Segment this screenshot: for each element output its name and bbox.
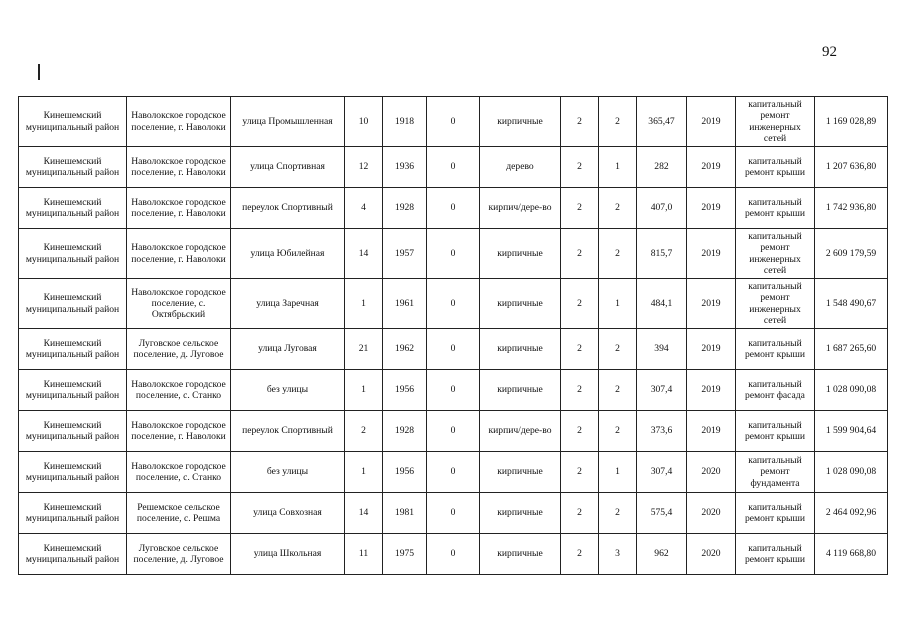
- cell-street: улица Совхозная: [231, 493, 345, 534]
- cell-floors: 2: [561, 411, 599, 452]
- cell-repair-year: 2019: [687, 229, 736, 279]
- cell-wall-material: кирпичные: [480, 370, 561, 411]
- cell-entrances: 1: [599, 452, 637, 493]
- cell-col6: 0: [427, 147, 480, 188]
- cell-district: Кинешемский муниципальный район: [19, 229, 127, 279]
- cell-district: Кинешемский муниципальный район: [19, 329, 127, 370]
- cell-year-built: 1981: [383, 493, 427, 534]
- cell-entrances: 2: [599, 97, 637, 147]
- cell-cost: 2 464 092,96: [815, 493, 888, 534]
- cell-repair-year: 2019: [687, 147, 736, 188]
- cell-settlement: Наволокское городское поселение, г. Наволоки: [127, 229, 231, 279]
- cell-work-type: капитальный ремонт крыши: [736, 493, 815, 534]
- cell-district: Кинешемский муниципальный район: [19, 493, 127, 534]
- cell-repair-year: 2020: [687, 493, 736, 534]
- cell-year-built: 1956: [383, 452, 427, 493]
- cell-floors: 2: [561, 279, 599, 329]
- cell-cost: 1 028 090,08: [815, 370, 888, 411]
- cell-street: улица Луговая: [231, 329, 345, 370]
- housing-repair-table: [18, 96, 888, 575]
- cell-work-type: капитальный ремонт инженерных сетей: [736, 229, 815, 279]
- cell-entrances: 2: [599, 329, 637, 370]
- table-row: [19, 411, 888, 452]
- cell-cost: 1 687 265,60: [815, 329, 888, 370]
- cell-year-built: 1957: [383, 229, 427, 279]
- cell-entrances: 2: [599, 411, 637, 452]
- cell-district: Кинешемский муниципальный район: [19, 534, 127, 575]
- cell-col6: 0: [427, 452, 480, 493]
- cell-cost: 1 207 636,80: [815, 147, 888, 188]
- cell-settlement: Решемское сельское поселение, с. Решма: [127, 493, 231, 534]
- cell-year-built: 1956: [383, 370, 427, 411]
- cell-floors: 2: [561, 188, 599, 229]
- cell-entrances: 3: [599, 534, 637, 575]
- cell-wall-material: кирпич/дере-во: [480, 411, 561, 452]
- cell-wall-material: кирпичные: [480, 493, 561, 534]
- cell-cost: 1 548 490,67: [815, 279, 888, 329]
- cell-street: улица Юбилейная: [231, 229, 345, 279]
- table-row: [19, 493, 888, 534]
- table-row: [19, 229, 888, 279]
- cell-repair-year: 2019: [687, 279, 736, 329]
- cell-cost: 4 119 668,80: [815, 534, 888, 575]
- cell-col6: 0: [427, 411, 480, 452]
- cell-entrances: 1: [599, 279, 637, 329]
- cell-floors: 2: [561, 329, 599, 370]
- cell-settlement: Наволокское городское поселение, г. Наволоки: [127, 97, 231, 147]
- cell-house-number: 4: [345, 188, 383, 229]
- cell-wall-material: кирпичные: [480, 229, 561, 279]
- table-body: [19, 97, 888, 575]
- cell-work-type: капитальный ремонт крыши: [736, 411, 815, 452]
- cell-year-built: 1975: [383, 534, 427, 575]
- cell-repair-year: 2020: [687, 534, 736, 575]
- table-row: [19, 279, 888, 329]
- cell-area: 307,4: [637, 452, 687, 493]
- cell-floors: 2: [561, 452, 599, 493]
- cell-area: 282: [637, 147, 687, 188]
- cell-floors: 2: [561, 370, 599, 411]
- cell-street: улица Заречная: [231, 279, 345, 329]
- cell-district: Кинешемский муниципальный район: [19, 279, 127, 329]
- cell-settlement: Луговское сельское поселение, д. Луговое: [127, 534, 231, 575]
- cell-district: Кинешемский муниципальный район: [19, 370, 127, 411]
- cell-cost: 1 742 936,80: [815, 188, 888, 229]
- cell-col6: 0: [427, 188, 480, 229]
- table-row: [19, 370, 888, 411]
- cell-wall-material: кирпичные: [480, 329, 561, 370]
- cell-col6: 0: [427, 534, 480, 575]
- cell-settlement: Луговское сельское поселение, д. Луговое: [127, 329, 231, 370]
- cell-year-built: 1936: [383, 147, 427, 188]
- cell-repair-year: 2019: [687, 329, 736, 370]
- cell-house-number: 14: [345, 229, 383, 279]
- table-row: [19, 147, 888, 188]
- cell-work-type: капитальный ремонт инженерных сетей: [736, 279, 815, 329]
- cell-house-number: 21: [345, 329, 383, 370]
- table-row: [19, 188, 888, 229]
- cell-year-built: 1918: [383, 97, 427, 147]
- cell-entrances: 2: [599, 229, 637, 279]
- table-row: [19, 534, 888, 575]
- cell-house-number: 1: [345, 279, 383, 329]
- cell-floors: 2: [561, 493, 599, 534]
- cell-cost: 2 609 179,59: [815, 229, 888, 279]
- cell-year-built: 1961: [383, 279, 427, 329]
- cell-cost: 1 028 090,08: [815, 452, 888, 493]
- cell-repair-year: 2019: [687, 411, 736, 452]
- cell-work-type: капитальный ремонт инженерных сетей: [736, 97, 815, 147]
- cell-repair-year: 2019: [687, 97, 736, 147]
- cell-settlement: Наволокское городское поселение, с. Станко: [127, 370, 231, 411]
- cell-cost: 1 599 904,64: [815, 411, 888, 452]
- cell-street: без улицы: [231, 452, 345, 493]
- cell-wall-material: кирпичные: [480, 452, 561, 493]
- cell-settlement: Наволокское городское поселение, г. Наволоки: [127, 411, 231, 452]
- cell-entrances: 2: [599, 370, 637, 411]
- cell-work-type: капитальный ремонт фасада: [736, 370, 815, 411]
- cell-house-number: 1: [345, 452, 383, 493]
- cell-street: переулок Спортивный: [231, 188, 345, 229]
- cell-area: 484,1: [637, 279, 687, 329]
- cell-col6: 0: [427, 229, 480, 279]
- cell-house-number: 11: [345, 534, 383, 575]
- cell-settlement: Наволокское городское поселение, с. Октябрьский: [127, 279, 231, 329]
- cell-col6: 0: [427, 370, 480, 411]
- cell-house-number: 10: [345, 97, 383, 147]
- cell-col6: 0: [427, 329, 480, 370]
- cell-wall-material: кирпич/дере-во: [480, 188, 561, 229]
- cell-wall-material: кирпичные: [480, 534, 561, 575]
- cell-work-type: капитальный ремонт крыши: [736, 534, 815, 575]
- cell-repair-year: 2020: [687, 452, 736, 493]
- cell-work-type: капитальный ремонт крыши: [736, 329, 815, 370]
- cell-house-number: 14: [345, 493, 383, 534]
- cell-work-type: капитальный ремонт фундамента: [736, 452, 815, 493]
- cell-cost: 1 169 028,89: [815, 97, 888, 147]
- cell-floors: 2: [561, 534, 599, 575]
- cell-year-built: 1928: [383, 188, 427, 229]
- cell-col6: 0: [427, 493, 480, 534]
- cell-area: 575,4: [637, 493, 687, 534]
- cell-work-type: капитальный ремонт крыши: [736, 147, 815, 188]
- cell-house-number: 1: [345, 370, 383, 411]
- cell-street: улица Спортивная: [231, 147, 345, 188]
- cell-floors: 2: [561, 147, 599, 188]
- cell-entrances: 1: [599, 147, 637, 188]
- cell-wall-material: кирпичные: [480, 279, 561, 329]
- cell-col6: 0: [427, 279, 480, 329]
- table-row: [19, 329, 888, 370]
- cell-area: 407,0: [637, 188, 687, 229]
- cell-year-built: 1928: [383, 411, 427, 452]
- page-number: 92: [822, 44, 837, 60]
- cell-street: улица Школьная: [231, 534, 345, 575]
- cell-district: Кинешемский муниципальный район: [19, 411, 127, 452]
- cell-area: 815,7: [637, 229, 687, 279]
- cell-wall-material: дерево: [480, 147, 561, 188]
- cell-street: без улицы: [231, 370, 345, 411]
- cell-wall-material: кирпичные: [480, 97, 561, 147]
- cell-work-type: капитальный ремонт крыши: [736, 188, 815, 229]
- cell-district: Кинешемский муниципальный район: [19, 452, 127, 493]
- cell-year-built: 1962: [383, 329, 427, 370]
- cell-district: Кинешемский муниципальный район: [19, 188, 127, 229]
- cell-col6: 0: [427, 97, 480, 147]
- cell-house-number: 2: [345, 411, 383, 452]
- cell-floors: 2: [561, 97, 599, 147]
- cell-settlement: Наволокское городское поселение, г. Наволоки: [127, 188, 231, 229]
- cell-repair-year: 2019: [687, 188, 736, 229]
- cell-floors: 2: [561, 229, 599, 279]
- cell-repair-year: 2019: [687, 370, 736, 411]
- margin-mark: [38, 64, 40, 80]
- cell-area: 394: [637, 329, 687, 370]
- table-row: [19, 452, 888, 493]
- cell-street: переулок Спортивный: [231, 411, 345, 452]
- cell-area: 365,47: [637, 97, 687, 147]
- cell-street: улица Промышленная: [231, 97, 345, 147]
- cell-entrances: 2: [599, 188, 637, 229]
- cell-district: Кинешемский муниципальный район: [19, 147, 127, 188]
- cell-area: 307,4: [637, 370, 687, 411]
- table-row: [19, 97, 888, 147]
- cell-district: Кинешемский муниципальный район: [19, 97, 127, 147]
- cell-settlement: Наволокское городское поселение, г. Наволоки: [127, 147, 231, 188]
- cell-area: 962: [637, 534, 687, 575]
- cell-area: 373,6: [637, 411, 687, 452]
- cell-entrances: 2: [599, 493, 637, 534]
- cell-house-number: 12: [345, 147, 383, 188]
- cell-settlement: Наволокское городское поселение, с. Станко: [127, 452, 231, 493]
